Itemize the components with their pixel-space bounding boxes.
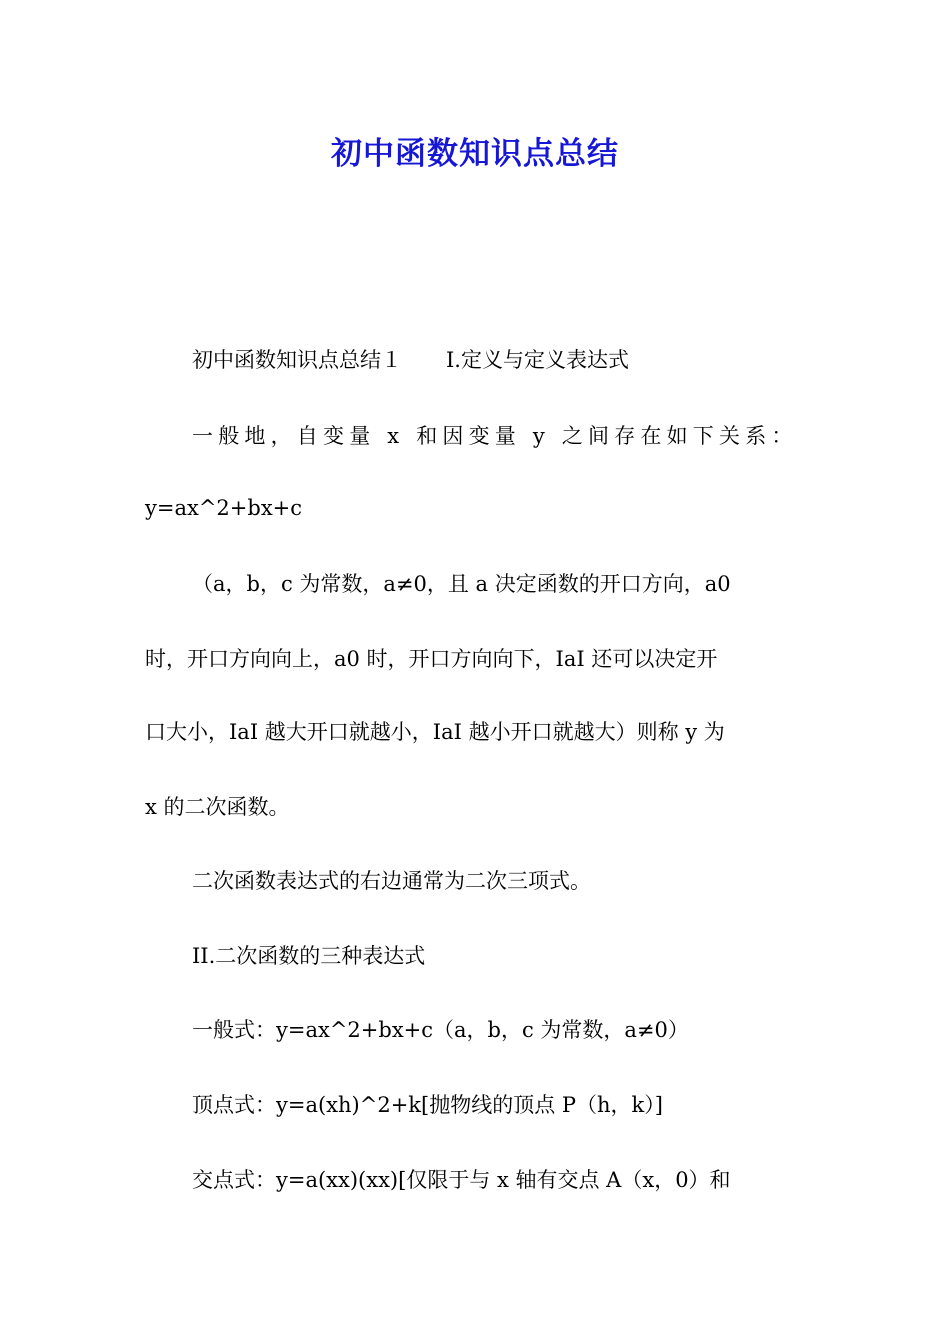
section-heading-2: II.二次函数的三种表达式 [192, 944, 426, 968]
formula-line: y=ax^2+bx+c [145, 496, 303, 520]
document-title: 初中函数知识点总结 [331, 136, 619, 172]
paragraph-line-8: 二次函数表达式的右边通常为二次三项式。 [192, 869, 591, 893]
paragraph-line-5: 时，开口方向向上，a0 时，开口方向向下，IaI 还可以决定开 [145, 647, 718, 671]
general-form-line: 一般式：y=ax^2+bx+c（a，b，c 为常数，a≠0） [192, 1018, 689, 1042]
intercept-form-line: 交点式：y=a(xx)(xx)[仅限于与 x 轴有交点 A（x，0）和 [192, 1168, 731, 1192]
section-heading-1: 初中函数知识点总结１ [192, 348, 402, 372]
paragraph-line-2: 一般地，自变量 x 和因变量 y 之间存在如下关系： [192, 424, 798, 448]
paragraph-line-1 [192, 346, 810, 374]
paragraph-line-4: （a，b，c 为常数，a≠0，且 a 决定函数的开口方向，a0 [192, 572, 731, 596]
definition-heading: I.定义与定义表达式 [446, 348, 629, 372]
vertex-form-line: 顶点式：y=a(xh)^2+k[抛物线的顶点 P（h，k）] [192, 1093, 663, 1117]
paragraph-line-6: 口大小，IaI 越大开口就越小，IaI 越小开口就越大）则称 y 为 [145, 720, 725, 744]
paragraph-line-7: x 的二次函数。 [145, 795, 290, 819]
